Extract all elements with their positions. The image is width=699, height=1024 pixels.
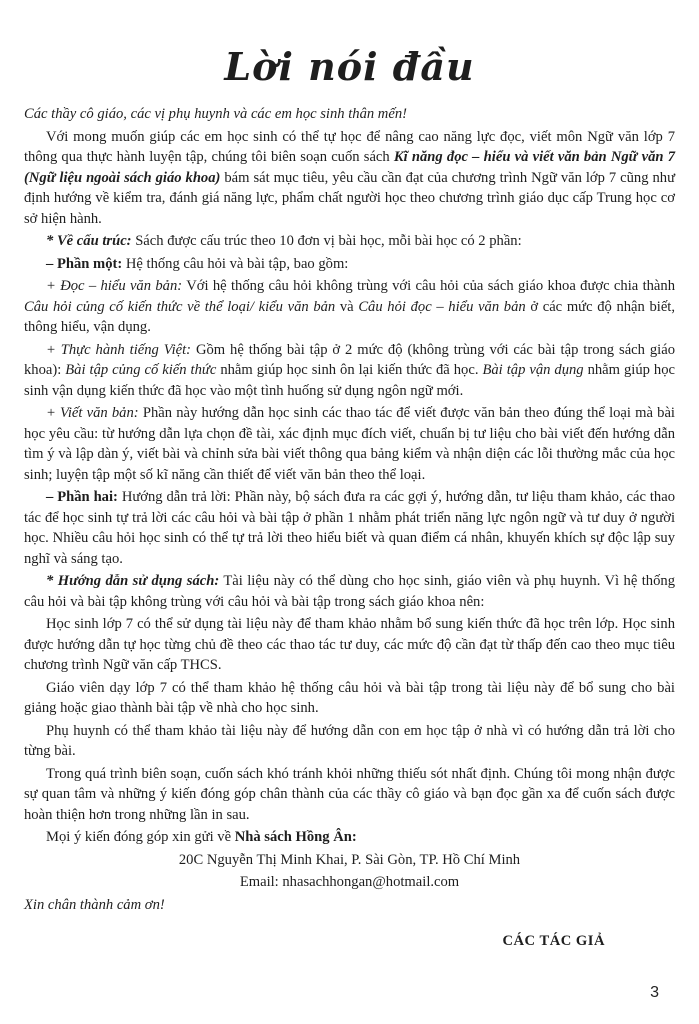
usage-paragraph [24, 571, 675, 612]
page-number: 3 [650, 984, 659, 1001]
parents-paragraph: Phụ huynh có thể tham khảo tài liệu này để hướng dẫn con em học tập ở nhà vì có hướng dẫn trả lời cho từng bài. [24, 722, 675, 759]
structure-label: * Về cấu trúc: [46, 233, 132, 249]
practice-label: + Thực hành tiếng Việt: [46, 341, 192, 358]
practice-text-a: Gồm hệ thống bài tập ở 2 mức độ (không trùng với các bài tập trong sách giáo khoa): [24, 341, 675, 378]
signature: CÁC TÁC GIẢ [502, 933, 605, 949]
publisher-name: Nhà sách Hồng Ân: [234, 829, 357, 845]
contact-text: Mọi ý kiến đóng góp xin gửi về [46, 829, 235, 845]
reading-paragraph [24, 276, 675, 338]
reading-text-c: ở các mức độ nhận biết, thông hiểu, vận dụng. [24, 298, 676, 335]
practice-text-b: nhằm giúp học sinh ôn lại kiến thức đã học. [216, 362, 483, 378]
contact-line [24, 827, 675, 848]
part-one-text: Hệ thống câu hỏi và bài tập, bao gồm: [122, 255, 349, 272]
greeting: Các thầy cô giáo, các vị phụ huynh và các em học sinh thân mến! [24, 106, 407, 122]
reading-label: + Đọc – hiểu văn bản: [46, 278, 183, 294]
page [24, 0, 675, 954]
structure-text: Sách được cấu trúc theo 10 đơn vị bài học, mỗi bài học có 2 phần: [131, 233, 522, 249]
book-title: Kĩ năng đọc – hiểu và viết văn bản Ngữ văn 7 (Ngữ liệu ngoài sách giáo khoa) [24, 149, 675, 186]
reading-italic-2: Câu hỏi đọc – hiểu văn bản [358, 298, 526, 315]
address-line: 20C Nguyễn Thị Minh Khai, P. Sài Gòn, TP. Hồ Chí Minh [178, 851, 521, 868]
reading-italic-1: Câu hỏi củng cố kiến thức về thể loại/ kiểu văn bản [24, 298, 336, 315]
writing-text: Phần này hướng dẫn học sinh các thao tác để viết được văn bản theo đúng thể loại mà bài học yêu cầu: từ hướng dẫn lựa chọn đề tài, xác định mục đích viết, chuẩn bị tư liệu cho bài viết đến hướng dẫn tìm ý và lập dàn ý, viết bài và chỉnh sửa bài viết thông qua bảng kiểm và nhận diện các lỗi thường mắc của học sinh; luyện tập một số kĩ năng cần thiết để viết văn bản theo thể loại. [24, 405, 675, 483]
usage-label: * Hướng dẫn sử dụng sách: [46, 573, 220, 589]
thanks-line: Xin chân thành cảm ơn! [24, 896, 165, 913]
part-one-label: – Phần một: [46, 255, 123, 272]
email-line: Email: nhasachhongan@hotmail.com [239, 874, 460, 890]
practice-italic-2: Bài tập vận dụng [482, 362, 584, 378]
intro-text-b: bám sát mục tiêu, yêu cầu cần đạt của chương trình Ngữ văn lớp 7 cũng như định hướng về kiểm tra, đánh giá năng lực, phẩm chất người học theo chương trình giáo dục cấp Trung học cơ sở hiện hành. [24, 169, 675, 227]
reading-text-b: và [335, 298, 359, 315]
intro-paragraph [24, 127, 675, 230]
part-one-paragraph [24, 254, 675, 275]
practice-italic-1: Bài tập củng cố kiến thức [65, 362, 217, 378]
students-paragraph: Học sinh lớp 7 có thể sử dụng tài liệu này để tham khảo nhằm bổ sung kiến thức đã học trên lớp. Học sinh được hướng dẫn tự học từng chủ đề theo các thao tác tư duy, các mức độ cần đạt từ thấp đến cao theo mục tiêu chương trình Ngữ văn cấp THCS. [24, 616, 675, 673]
practice-paragraph [24, 340, 675, 402]
preface-body [24, 104, 675, 952]
writing-label: + Viết văn bản: [46, 405, 139, 421]
usage-text: Tài liệu này có thể dùng cho học sinh, giáo viên và phụ huynh. Vì hệ thống câu hỏi và bài tập không trùng với câu hỏi và bài tập trong sách giáo khoa nên: [24, 573, 675, 610]
writing-paragraph [24, 403, 675, 485]
closing-paragraph: Trong quá trình biên soạn, cuốn sách khó tránh khỏi những thiếu sót nhất định. Chúng tôi mong nhận được sự quan tâm và những ý kiến đóng góp chân thành của các thầy cô giáo và bạn đọc gần xa để cuốn sách được hoàn thiện hơn trong những lần in sau. [24, 765, 675, 823]
page-title: Lời nói đầu [224, 44, 475, 89]
part-two-text: Hướng dẫn trả lời: Phần này, bộ sách đưa ra các gợi ý, hướng dẫn, tư liệu tham khảo, các thao tác để học sinh tự trả lời các câu hỏi và bài tập ở phần 1 nhằm phát triển năng lực ngôn ngữ và tư duy ở người học. Nhiều câu hỏi học sinh có thể tự trả lời theo hiểu biết và quan điểm cá nhân, khuyến khích sự độc lập suy nghĩ và sáng tạo. [24, 489, 675, 567]
teachers-paragraph: Giáo viên dạy lớp 7 có thể tham khảo hệ thống câu hỏi và bài tập trong tài liệu này để bổ sung cho bài giảng hoặc giao thành bài tập về nhà cho học sinh. [24, 679, 675, 716]
structure-paragraph [24, 231, 675, 252]
part-two-paragraph [24, 487, 675, 569]
reading-text-a: Với hệ thống câu hỏi không trùng với câu hỏi của sách giáo khoa được chia thành [182, 278, 675, 294]
practice-text-c: nhằm giúp học sinh vận dụng kiến thức đã học vào một tình huống sử dụng ngôn ngữ mới. [24, 362, 675, 399]
part-two-label: – Phần hai: [46, 489, 118, 505]
intro-text-a: Với mong muốn giúp các em học sinh có thể tự học để nâng cao năng lực đọc, viết môn Ngữ văn lớp 7 thông qua thực hành luyện tập, chúng tôi biên soạn cuốn sách [24, 128, 675, 165]
